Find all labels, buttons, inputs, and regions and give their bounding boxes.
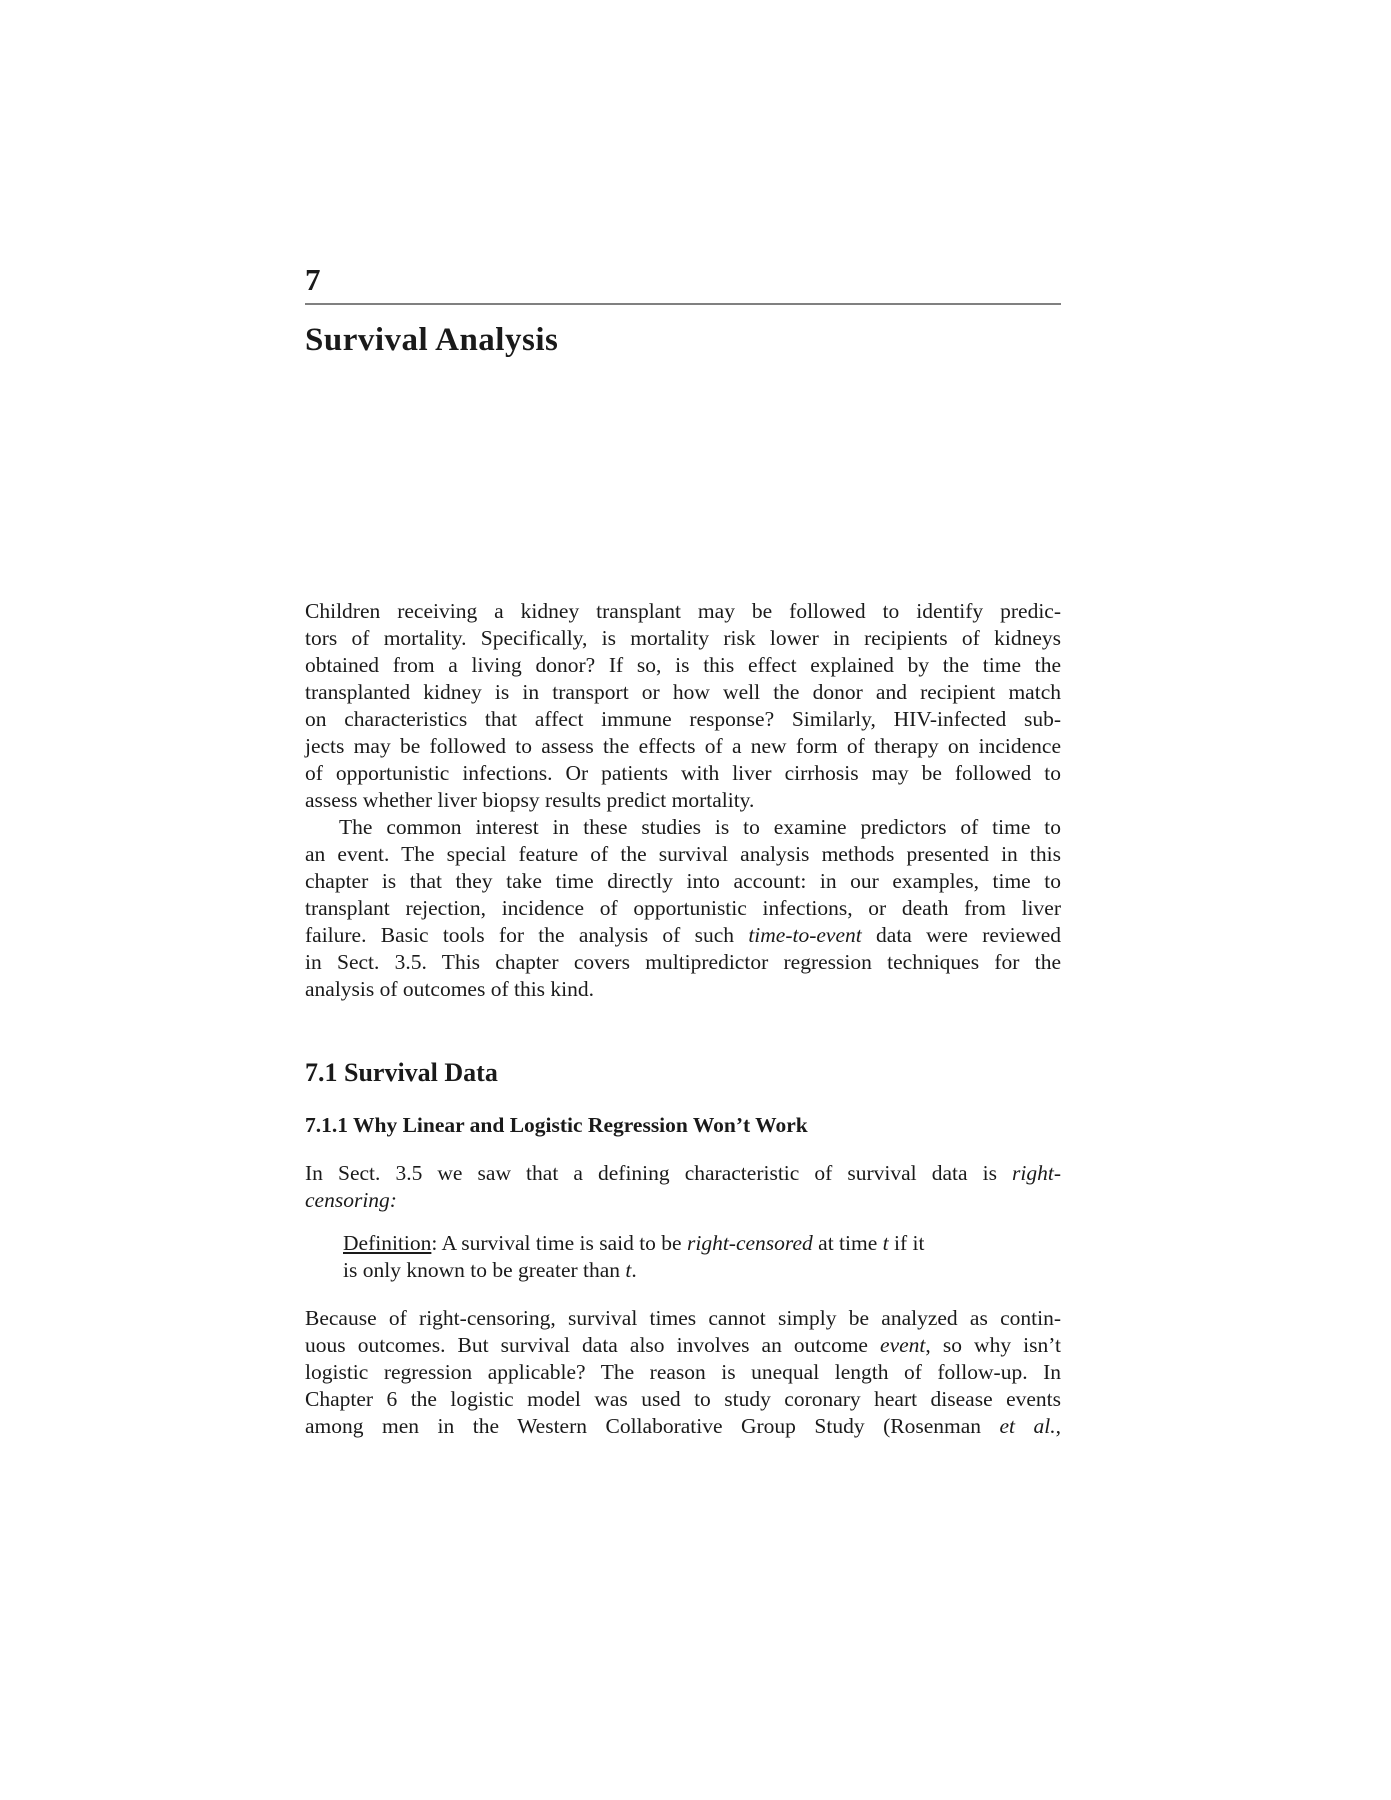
text-span: Chapter 6 the logistic model was used to study coronary heart disease events	[305, 1387, 1061, 1411]
text-span: failure. Basic tools for the analysis of such	[305, 923, 749, 947]
text-span: if it	[888, 1231, 925, 1255]
italic-text: event	[880, 1333, 926, 1357]
text-line	[305, 706, 1061, 733]
subsection-heading: 7.1.1 Why Linear and Logistic Regression Won’t Work	[305, 1113, 808, 1137]
text-line	[305, 895, 1061, 922]
text-line	[305, 814, 1061, 841]
text-line	[305, 1187, 1061, 1214]
text-span: Because of right-censoring, survival times cannot simply be analyzed as contin-	[305, 1306, 1061, 1330]
text-span: chapter is that they take time directly into account: in our examples, time to	[305, 869, 1061, 893]
text-span: transplant rejection, incidence of opportunistic infections, or death from liver	[305, 896, 1061, 920]
text-span: jects may be followed to assess the effects of a new form of therapy on incidence	[305, 734, 1061, 758]
follow-up-paragraph	[305, 1305, 1061, 1440]
italic-text: et al.	[999, 1414, 1056, 1438]
text-line	[305, 1359, 1061, 1386]
text-span: uous outcomes. But survival data also involves an outcome	[305, 1333, 881, 1357]
text-span: , so why isn’t	[925, 1333, 1061, 1357]
text-span: transplanted kidney is in transport or how well the donor and recipient match	[305, 680, 1061, 704]
chapter-title: Survival Analysis	[305, 322, 559, 358]
text-span: is only known to be greater than	[343, 1258, 626, 1282]
chapter-number: 7	[305, 262, 321, 297]
text-line	[305, 922, 1061, 949]
text-span: logistic regression applicable? The reason is unequal length of follow-up. In	[305, 1360, 1061, 1384]
italic-text: t	[882, 1231, 889, 1255]
italic-text: right-censored	[686, 1231, 813, 1255]
text-span: : A survival time is said to be	[431, 1231, 687, 1255]
censoring-paragraph	[305, 1160, 1061, 1214]
text-line	[305, 868, 1061, 895]
text-line	[305, 625, 1061, 652]
text-span: data were reviewed	[861, 923, 1061, 947]
italic-text: time-to-event	[748, 923, 862, 947]
text-line	[305, 1332, 1061, 1359]
text-span: analysis of outcomes of this kind.	[305, 977, 595, 1001]
text-line	[305, 976, 1061, 1003]
text-line	[305, 652, 1061, 679]
text-line	[305, 1160, 1061, 1187]
text-line	[305, 841, 1061, 868]
text-span: assess whether liver biopsy results predict mortality.	[305, 788, 755, 812]
text-line	[305, 760, 1061, 787]
text-span: The common interest in these studies is to examine predictors of time to	[339, 815, 1061, 839]
text-span: among men in the Western Collaborative Group Study (Rosenman	[305, 1414, 1000, 1438]
text-span: at time	[812, 1231, 883, 1255]
text-line	[305, 1305, 1061, 1332]
italic-text: right-	[1012, 1161, 1061, 1185]
text-line	[305, 1386, 1061, 1413]
text-span: ,	[1055, 1414, 1061, 1438]
text-span: in Sect. 3.5. This chapter covers multipredictor regression techniques for the	[305, 950, 1061, 974]
section-heading: 7.1 Survival Data	[305, 1058, 498, 1087]
text-span: obtained from a living donor? If so, is this effect explained by the time the	[305, 653, 1061, 677]
text-line	[305, 1413, 1061, 1440]
text-span: of opportunistic infections. Or patients with liver cirrhosis may be followed to	[305, 761, 1061, 785]
intro-paragraph-2	[305, 814, 1061, 1003]
text-span: on characteristics that affect immune response? Similarly, HIV-infected sub-	[305, 707, 1061, 731]
definition-block	[343, 1230, 1023, 1284]
underlined-text: Definition	[343, 1231, 432, 1255]
text-line	[305, 679, 1061, 706]
text-line	[305, 598, 1061, 625]
intro-paragraph-1	[305, 598, 1061, 814]
chapter-rule	[305, 303, 1061, 305]
text-line	[305, 949, 1061, 976]
italic-text: censoring:	[305, 1188, 397, 1212]
text-line	[305, 787, 1061, 814]
text-span: tors of mortality. Specifically, is mortality risk lower in recipients of kidneys	[305, 626, 1061, 650]
text-line	[343, 1257, 1023, 1284]
text-line	[305, 733, 1061, 760]
italic-text: t	[625, 1258, 632, 1282]
text-span: In Sect. 3.5 we saw that a defining characteristic of survival data is	[305, 1161, 1013, 1185]
text-span: an event. The special feature of the survival analysis methods presented in this	[305, 842, 1061, 866]
text-span: .	[631, 1258, 637, 1282]
text-line	[343, 1230, 1023, 1257]
text-span: Children receiving a kidney transplant may be followed to identify predic-	[305, 599, 1061, 623]
